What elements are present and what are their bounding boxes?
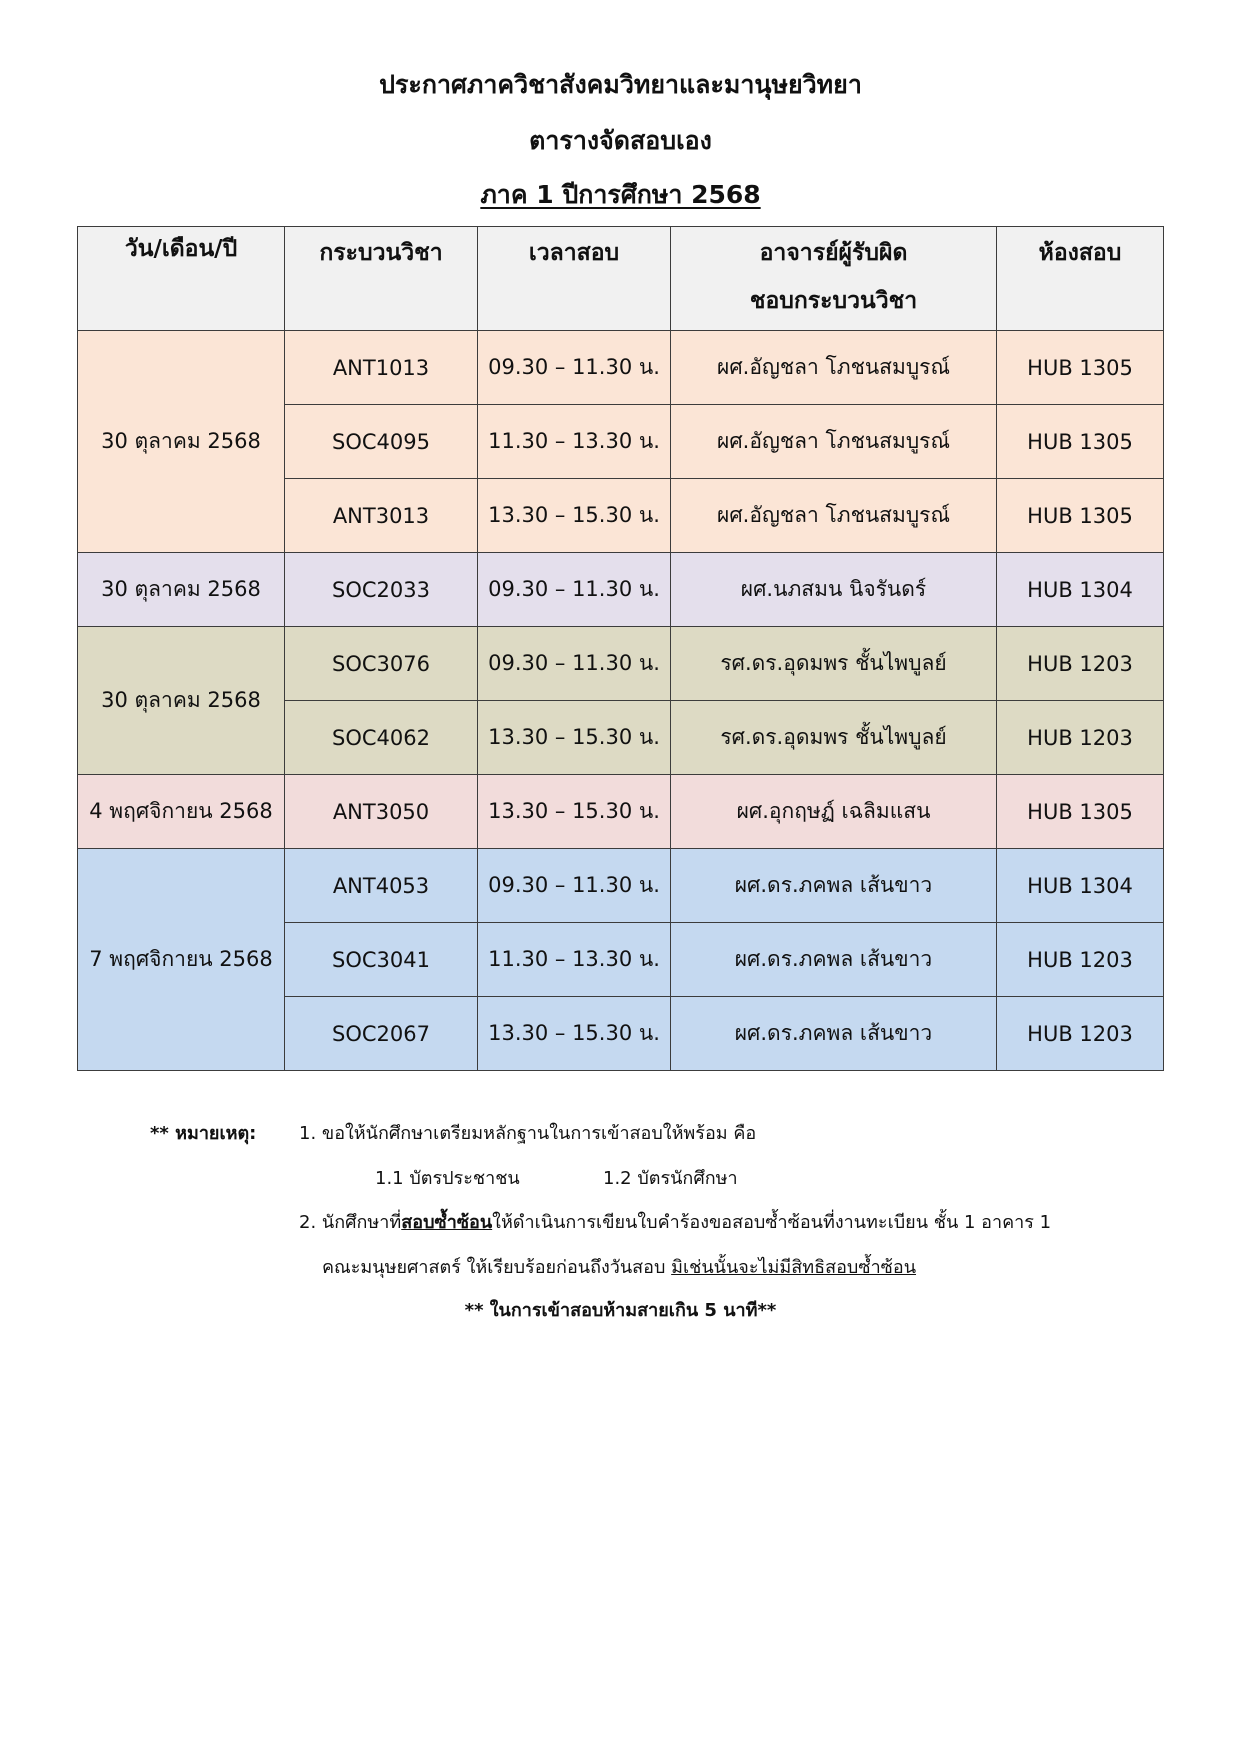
exam-date-cell: 7 พฤศจิกายน 2568 <box>78 849 285 1071</box>
exam-date-cell: 30 ตุลาคม 2568 <box>78 627 285 775</box>
instructor-cell: ผศ.ดร.ภคพล เส้นขาว <box>671 849 997 923</box>
time-cell: 09.30 – 11.30 น. <box>478 331 671 405</box>
time-cell: 13.30 – 15.30 น. <box>478 701 671 775</box>
instructor-cell: ผศ.นภสมน นิจรันดร์ <box>671 553 997 627</box>
table-header-row <box>78 227 1164 331</box>
room-cell: HUB 1203 <box>997 701 1164 775</box>
course-cell: SOC2067 <box>285 997 478 1071</box>
room-cell: HUB 1305 <box>997 331 1164 405</box>
room-cell: HUB 1305 <box>997 479 1164 553</box>
exam-date-cell: 30 ตุลาคม 2568 <box>78 331 285 553</box>
time-cell: 09.30 – 11.30 น. <box>478 849 671 923</box>
note-item-2-text: ให้ดำเนินการเขียนใบคำร้องขอสอบซ้ำซ้อนที่งานทะเบียน ชั้น 1 อาคาร 1 <box>492 1212 1052 1233</box>
instructor-cell: ผศ.อัญชลา โภชนสมบูรณ์ <box>671 479 997 553</box>
instructor-cell: ผศ.อัญชลา โภชนสมบูรณ์ <box>671 405 997 479</box>
table-row <box>78 331 1164 405</box>
time-cell: 09.30 – 11.30 น. <box>478 627 671 701</box>
notes-label: ** หมายเหตุ: <box>150 1123 257 1144</box>
table-row <box>78 553 1164 627</box>
time-cell: 13.30 – 15.30 น. <box>478 775 671 849</box>
col-header-room: ห้องสอบ <box>997 227 1164 331</box>
instructor-cell: รศ.ดร.อุดมพร ชั้นไพบูลย์ <box>671 701 997 775</box>
time-cell: 13.30 – 15.30 น. <box>478 479 671 553</box>
note-item-1-1: 1.1 บัตรประชาชน <box>375 1168 520 1189</box>
time-cell: 11.30 – 13.30 น. <box>478 923 671 997</box>
room-cell: HUB 1304 <box>997 553 1164 627</box>
time-cell: 13.30 – 15.30 น. <box>478 997 671 1071</box>
schedule-title: ตารางจัดสอบเอง <box>529 126 712 155</box>
course-cell: ANT1013 <box>285 331 478 405</box>
announcement-title: ประกาศภาควิชาสังคมวิทยาและมานุษยวิทยา <box>379 70 862 99</box>
course-cell: ANT3050 <box>285 775 478 849</box>
exam-schedule-table <box>77 226 1164 1071</box>
instructor-cell: ผศ.อุกฤษฏ์ เฉลิมแสน <box>671 775 997 849</box>
note-item-2-line2-text: คณะมนุษยศาสตร์ ให้เรียบร้อยก่อนถึงวันสอบ <box>322 1257 666 1278</box>
course-cell: SOC3041 <box>285 923 478 997</box>
col-header-time: เวลาสอบ <box>478 227 671 331</box>
room-cell: HUB 1304 <box>997 849 1164 923</box>
instructor-cell: ผศ.อัญชลา โภชนสมบูรณ์ <box>671 331 997 405</box>
instructor-cell: ผศ.ดร.ภคพล เส้นขาว <box>671 997 997 1071</box>
course-cell: ANT3013 <box>285 479 478 553</box>
table-row <box>78 775 1164 849</box>
note-item-1-2: 1.2 บัตรนักศึกษา <box>603 1168 738 1189</box>
room-cell: HUB 1203 <box>997 627 1164 701</box>
time-cell: 11.30 – 13.30 น. <box>478 405 671 479</box>
room-cell: HUB 1305 <box>997 405 1164 479</box>
col-header-instructor: อาจารย์ผู้รับผิดชอบกระบวนวิชา <box>671 227 997 331</box>
col-header-date: วัน/เดือน/ปี <box>78 227 285 331</box>
instructor-cell: รศ.ดร.อุดมพร ชั้นไพบูลย์ <box>671 627 997 701</box>
semester-title: ภาค 1 ปีการศึกษา 2568 <box>480 180 761 209</box>
course-cell: ANT4053 <box>285 849 478 923</box>
room-cell: HUB 1203 <box>997 997 1164 1071</box>
instructor-cell: ผศ.ดร.ภคพล เส้นขาว <box>671 923 997 997</box>
note-item-2 <box>299 1207 1051 1236</box>
room-cell: HUB 1305 <box>997 775 1164 849</box>
room-cell: HUB 1203 <box>997 923 1164 997</box>
late-arrival-rule: ** ในการเข้าสอบห้ามสายเกิน 5 นาที** <box>464 1300 777 1321</box>
course-cell: SOC3076 <box>285 627 478 701</box>
exam-date-cell: 30 ตุลาคม 2568 <box>78 553 285 627</box>
note-item-2-line2 <box>322 1252 916 1281</box>
table-row <box>78 849 1164 923</box>
time-cell: 09.30 – 11.30 น. <box>478 553 671 627</box>
note-item-2-emphasis: สอบซ้ำซ้อน <box>401 1212 493 1233</box>
course-cell: SOC2033 <box>285 553 478 627</box>
note-item-2-prefix: 2. นักศึกษาที่ <box>299 1212 402 1233</box>
table-row <box>78 627 1164 701</box>
course-cell: SOC4062 <box>285 701 478 775</box>
table-body <box>78 331 1164 1071</box>
exam-date-cell: 4 พฤศจิกายน 2568 <box>78 775 285 849</box>
note-item-1: 1. ขอให้นักศึกษาเตรียมหลักฐานในการเข้าสอบให้พร้อม คือ <box>299 1123 757 1144</box>
col-header-course: กระบวนวิชา <box>285 227 478 331</box>
course-cell: SOC4095 <box>285 405 478 479</box>
note-item-2-warning: มิเช่นนั้นจะไม่มีสิทธิสอบซ้ำซ้อน <box>671 1257 917 1278</box>
